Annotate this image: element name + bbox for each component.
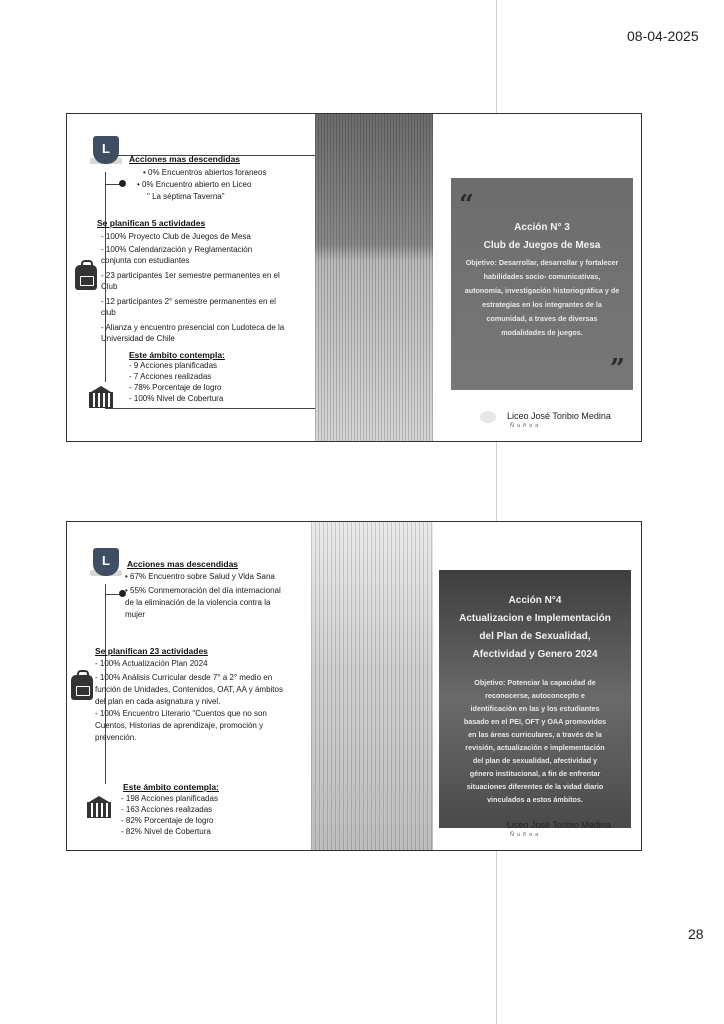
card-objective-line: Objetivo: Desarrollar, desarrollar y fortalecer (465, 258, 619, 267)
slide-accion-3 (66, 113, 642, 442)
planned-line: - 100% Encuentro Literario "Cuentos que no son (95, 709, 267, 718)
card-objective-line: del plan de sexualidad, afectividad y (472, 756, 598, 765)
card-objective-line: comunidad, a traves de diversas (486, 314, 598, 323)
school-building-icon (89, 386, 113, 408)
highlight-line: mujer (125, 610, 146, 619)
slide-photo (315, 114, 433, 441)
school-logo-letter: L (93, 548, 119, 576)
scope-line: - 82% Porcentaje de logro (121, 816, 214, 825)
planned-line: - 100% Proyecto Club de Juegos de Mesa (101, 232, 251, 241)
action-card (451, 178, 633, 390)
highlights-heading: Acciones mas descendidas (127, 559, 239, 569)
quote-close-icon: ” (610, 354, 625, 384)
quote-open-icon: “ (459, 190, 474, 220)
school-building-icon (87, 796, 111, 818)
planned-heading: Se planifican 23 actividades (95, 646, 208, 656)
highlight-line: de la eliminación de la violencia contra la (125, 598, 271, 607)
highlights-heading: Acciones mas descendidas (129, 154, 241, 164)
planned-line: función de Unidades, Contenidos, OAT, AA y ámbitos (95, 685, 283, 694)
card-objective-line: vinculados a estos ámbitos. (487, 795, 583, 804)
footer-school-name: Liceo José Toribio Medina (507, 411, 611, 421)
footer-commune: Ñuñoa (510, 423, 542, 429)
card-objective-line: identificación en las y los estudiantes (470, 704, 600, 713)
planned-line: Cuentos, Historias de aprendizaje, promoción y (95, 721, 264, 730)
planned-line: - 100% Calendarización y Reglamentación (101, 245, 253, 254)
planned-line: Universidad de Chile (101, 334, 175, 343)
planned-line: - 12 participantes 2° semestre permanentes en el (101, 297, 276, 306)
card-title-line: Acción N° 3 (514, 222, 570, 233)
planned-line: - 100% Actualización Plan 2024 (95, 659, 208, 668)
card-objective-line: basado en el PEI, OFT y OAA promovidos (463, 717, 607, 726)
card-objective-line: situaciones diferentes de la vidad diario (466, 782, 604, 791)
highlight-line: • 0% Encuentro abierto en Liceo (137, 180, 252, 189)
scope-line: - 163 Acciones realizadas (121, 805, 213, 814)
card-title-line: Afectividad y Genero 2024 (472, 649, 598, 660)
card-title-line: Acción N°4 (508, 595, 562, 606)
planned-heading: Se planifican 5 actividades (97, 218, 206, 228)
card-title-line: Club de Juegos de Mesa (483, 240, 601, 251)
planned-line: del plan en cada asignatura y nivel. (95, 697, 221, 706)
card-objective-line: género institucional, a fin de enfrentar (469, 769, 601, 778)
scope-line: - 82% Nivel de Cobertura (121, 827, 211, 836)
action-card (439, 570, 631, 828)
card-objective-line: estrategias en los integrantes de la (482, 300, 602, 309)
slide-accion-4 (66, 521, 642, 851)
highlight-line: • 0% Encuentros abiertos foraneos (143, 168, 267, 177)
highlight-line: " La séptima Taverna" (147, 192, 225, 201)
planned-line: prevención. (95, 733, 137, 742)
slide-photo (311, 522, 433, 850)
school-logo (93, 136, 119, 168)
card-objective-line: en las áreas curriculares, a través de la (468, 730, 602, 739)
footer-logo (480, 411, 496, 423)
planned-line: - 23 participantes 1er semestre permanentes en el (101, 271, 280, 280)
card-objective-line: revisión, actualización e implementación (465, 743, 605, 752)
footer-school-name: Liceo José Toribio Medina (507, 820, 611, 830)
page-date: 08-04-2025 (627, 28, 699, 44)
school-logo (93, 548, 119, 580)
scope-line: - 198 Acciones planificadas (121, 794, 218, 803)
scope-line: - 7 Acciones realizadas (129, 372, 212, 381)
card-objective-line: Objetivo: Potenciar la capacidad de (474, 678, 596, 687)
planned-line: Club (101, 282, 118, 291)
card-title-line: Actualizacion e Implementación (459, 613, 611, 624)
card-objective-line: habilidades socio- comunicativas, (483, 272, 601, 281)
highlight-line: • 67% Encuentro sobre Salud y Vida Sana (125, 572, 275, 581)
scope-heading: Este ámbito contempla: (129, 350, 225, 360)
school-logo-letter: L (93, 136, 119, 164)
planned-line: - Alianza y encuentro presencial con Ludoteca de la (101, 323, 285, 332)
planned-line: conjunta con estudiantes (101, 256, 190, 265)
card-objective-line: modalidades de juegos. (501, 328, 583, 337)
bullet-dot (119, 180, 126, 187)
scope-line: - 9 Acciones planificadas (129, 361, 218, 370)
scope-line: - 78% Porcentaje de logro (129, 383, 222, 392)
planned-line: - 100% Análisis Curricular desde 7° a 2° medio en (95, 673, 273, 682)
footer-commune: Ñuñoa (510, 832, 542, 838)
card-title-line: del Plan de Sexualidad, (479, 631, 591, 642)
planned-line: club (101, 308, 116, 317)
scope-heading: Este ámbito contempla: (123, 782, 219, 792)
backpack-icon (71, 670, 93, 700)
backpack-icon (75, 260, 97, 290)
card-objective-line: autonomía, investigación historiográfica y de (464, 286, 620, 295)
card-objective-line: reconocerse, autoconcepto e (485, 691, 585, 700)
page-number: 28 (688, 926, 704, 942)
scope-line: - 100% Nivel de Cobertura (129, 394, 224, 403)
highlight-line: • 55% Conmemoración del día internacional (125, 586, 281, 595)
